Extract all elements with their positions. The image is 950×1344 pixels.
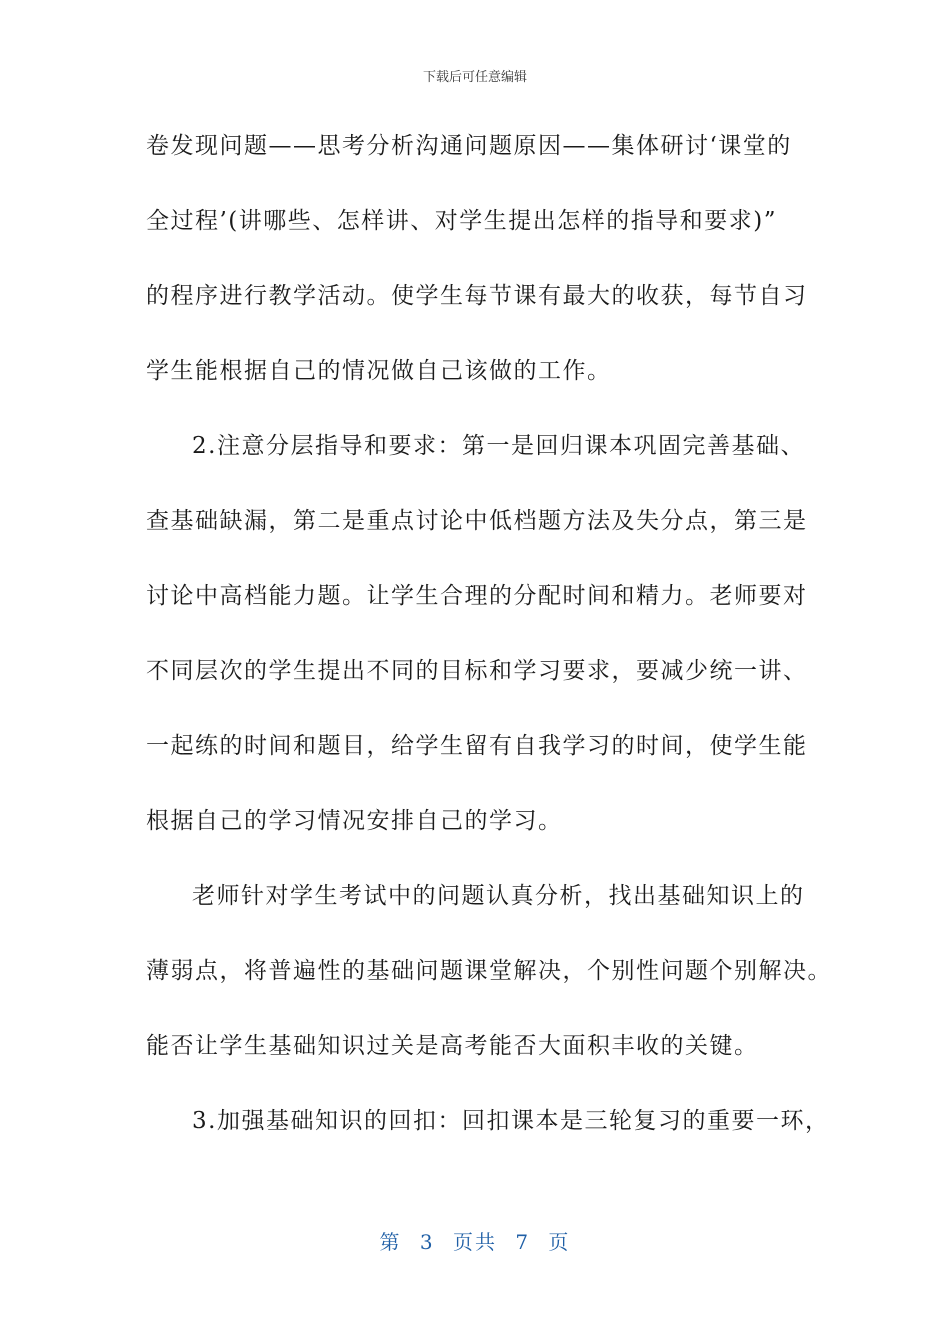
text-line-3: 的程序进行教学活动。使学生每节课有最大的收获，每节自习 (146, 283, 808, 309)
text-line-12: 薄弱点，将普遍性的基础问题课堂解决，个别性问题个别解决。 (146, 958, 832, 984)
text-line-4: 学生能根据自己的情况做自己该做的工作。 (146, 358, 612, 384)
text-line-6: 查基础缺漏，第二是重点讨论中低档题方法及失分点，第三是 (146, 508, 808, 534)
text-line-1: 卷发现问题——思考分析沟通问题原因——集体研讨‘课堂的 (146, 133, 792, 159)
text-line-11: 老师针对学生考试中的问题认真分析，找出基础知识上的 (192, 883, 805, 909)
text-line-2: 全过程’(讲哪些、怎样讲、对学生提出怎样的指导和要求)” (146, 208, 778, 234)
document-body (146, 126, 832, 1176)
text-line-5: 2.注意分层指导和要求：第一是回归课本巩固完善基础、 (192, 433, 805, 459)
text-line-7: 讨论中高档能力题。让学生合理的分配时间和精力。老师要对 (146, 583, 808, 609)
page-number-footer: 第 3 页共 7 页 (379, 1230, 571, 1254)
text-line-13: 能否让学生基础知识过关是高考能否大面积丰收的关键。 (146, 1033, 759, 1059)
page-header: 下载后可任意编辑 (422, 70, 527, 85)
text-line-9: 一起练的时间和题目，给学生留有自我学习的时间，使学生能 (146, 733, 808, 759)
text-line-14: 3.加强基础知识的回扣：回扣课本是三轮复习的重要一环， (192, 1108, 830, 1134)
text-line-10: 根据自己的学习情况安排自己的学习。 (146, 808, 563, 834)
text-line-8: 不同层次的学生提出不同的目标和学习要求，要减少统一讲、 (146, 658, 808, 684)
